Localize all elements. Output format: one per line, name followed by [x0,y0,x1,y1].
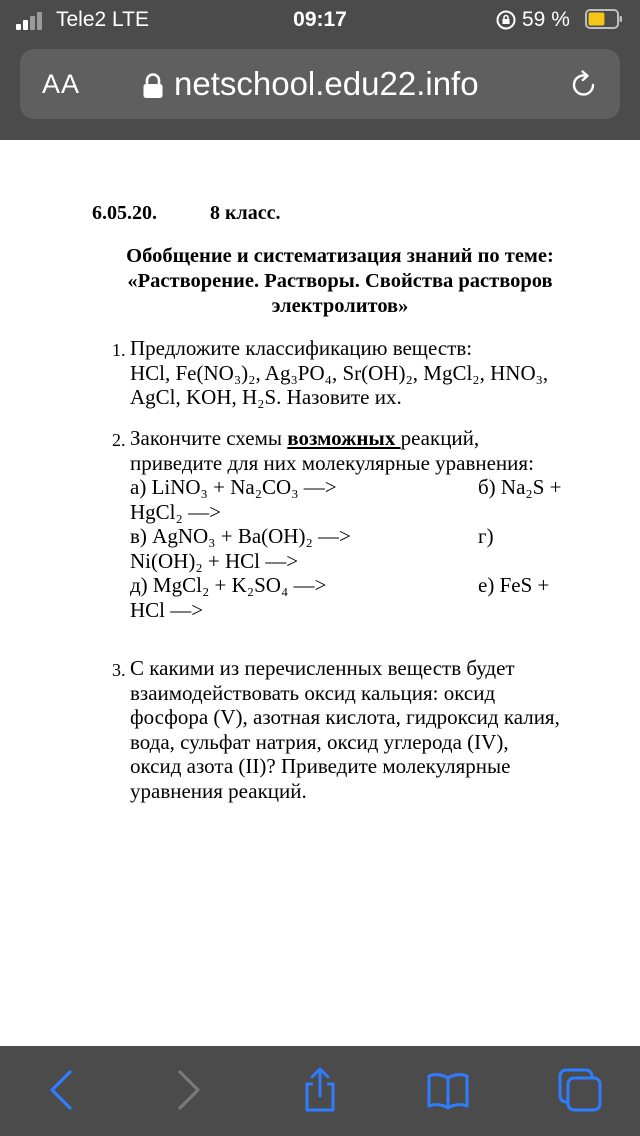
address-bar[interactable] [20,49,620,119]
reaction-g: г) [478,524,494,548]
bookmarks-icon [424,1066,472,1114]
question-line: уравнения реакций. [130,778,307,803]
bookmarks-button[interactable] [424,1066,472,1114]
reaction-e: е) FeS + [478,573,550,597]
title-line: «Растворение. Растворы. Свойства растворов [127,270,553,292]
browser-top-chrome [0,0,640,140]
tabs-button[interactable] [556,1066,604,1114]
forward-icon [164,1066,212,1114]
reaction-row [130,524,602,549]
text-size-button[interactable] [42,69,80,100]
lock-icon [142,73,164,99]
question-line: HCl, Fe(NO₃)₂, Ag₃PO₄, Sr(OH)₂, MgCl₂, HNO₃, [130,360,549,385]
question-line: оксид азота (II)? Приведите молекулярные [130,754,511,778]
question-line: взаимодействовать оксид кальция: оксид [130,680,496,705]
question-number: 1. [112,340,126,360]
question-2 [112,426,602,622]
tabs-icon [556,1066,604,1114]
document-title [90,244,590,319]
emphasized-word: возможных [287,426,401,450]
back-icon [38,1066,86,1114]
text-size-label: AA [42,69,81,99]
grade-label: 8 класс. [210,202,281,224]
battery-icon [585,9,623,29]
question-3 [112,656,602,803]
question-line: С какими из перечисленных веществ будет [130,656,515,680]
reaction-a: а) LiNO₃ + Na₂CO₃ —> [130,475,337,499]
reaction-row [130,475,602,500]
reaction-row [130,573,602,598]
reaction-d: д) MgCl₂ + K₂SO₄ —> [130,573,327,597]
title-line: Обобщение и систематизация знаний по теме: [126,245,554,267]
carrier-label: Tele2 LTE [56,8,149,31]
intro-text: реакций, [400,426,480,450]
share-button[interactable] [296,1066,344,1114]
question-1 [112,336,602,410]
question-number: 3. [112,660,126,680]
document-page [0,140,640,1046]
question-line: вода, сульфат натрия, оксид углерода (IV), [130,729,509,754]
reload-icon[interactable] [568,69,600,101]
battery-percent: 59 % [522,8,570,31]
url-text[interactable]: netschool.edu22.info [174,65,479,102]
title-line: электролитов» [271,295,409,317]
question-line: AgCl, KOH, H₂S. Назовите их. [130,385,402,409]
question-line [130,426,602,451]
question-number: 2. [112,430,126,450]
forward-button[interactable] [164,1066,212,1114]
reaction-e-continuation: HCl —> [130,597,204,622]
orientation-lock-icon [496,10,516,30]
status-bar [0,0,640,40]
share-icon [296,1066,344,1114]
lesson-date: 6.05.20. [92,202,157,224]
back-button[interactable] [38,1066,86,1114]
reaction-g-continuation: Ni(OH)₂ + HCl —> [130,548,299,573]
reaction-b: б) Na₂S + [478,475,562,499]
intro-text: Закончите схемы [130,426,288,450]
question-line: фосфора (V), азотная кислота, гидроксид калия, [130,705,560,729]
reaction-v: в) AgNO₃ + Ba(OH)₂ —> [130,524,351,548]
question-line: Предложите классификацию веществ: [130,336,473,360]
clock: 09:17 [293,8,347,31]
question-line: приведите для них молекулярные уравнения: [130,450,534,475]
browser-toolbar [0,1046,640,1136]
reaction-b-continuation: HgCl₂ —> [130,499,221,524]
